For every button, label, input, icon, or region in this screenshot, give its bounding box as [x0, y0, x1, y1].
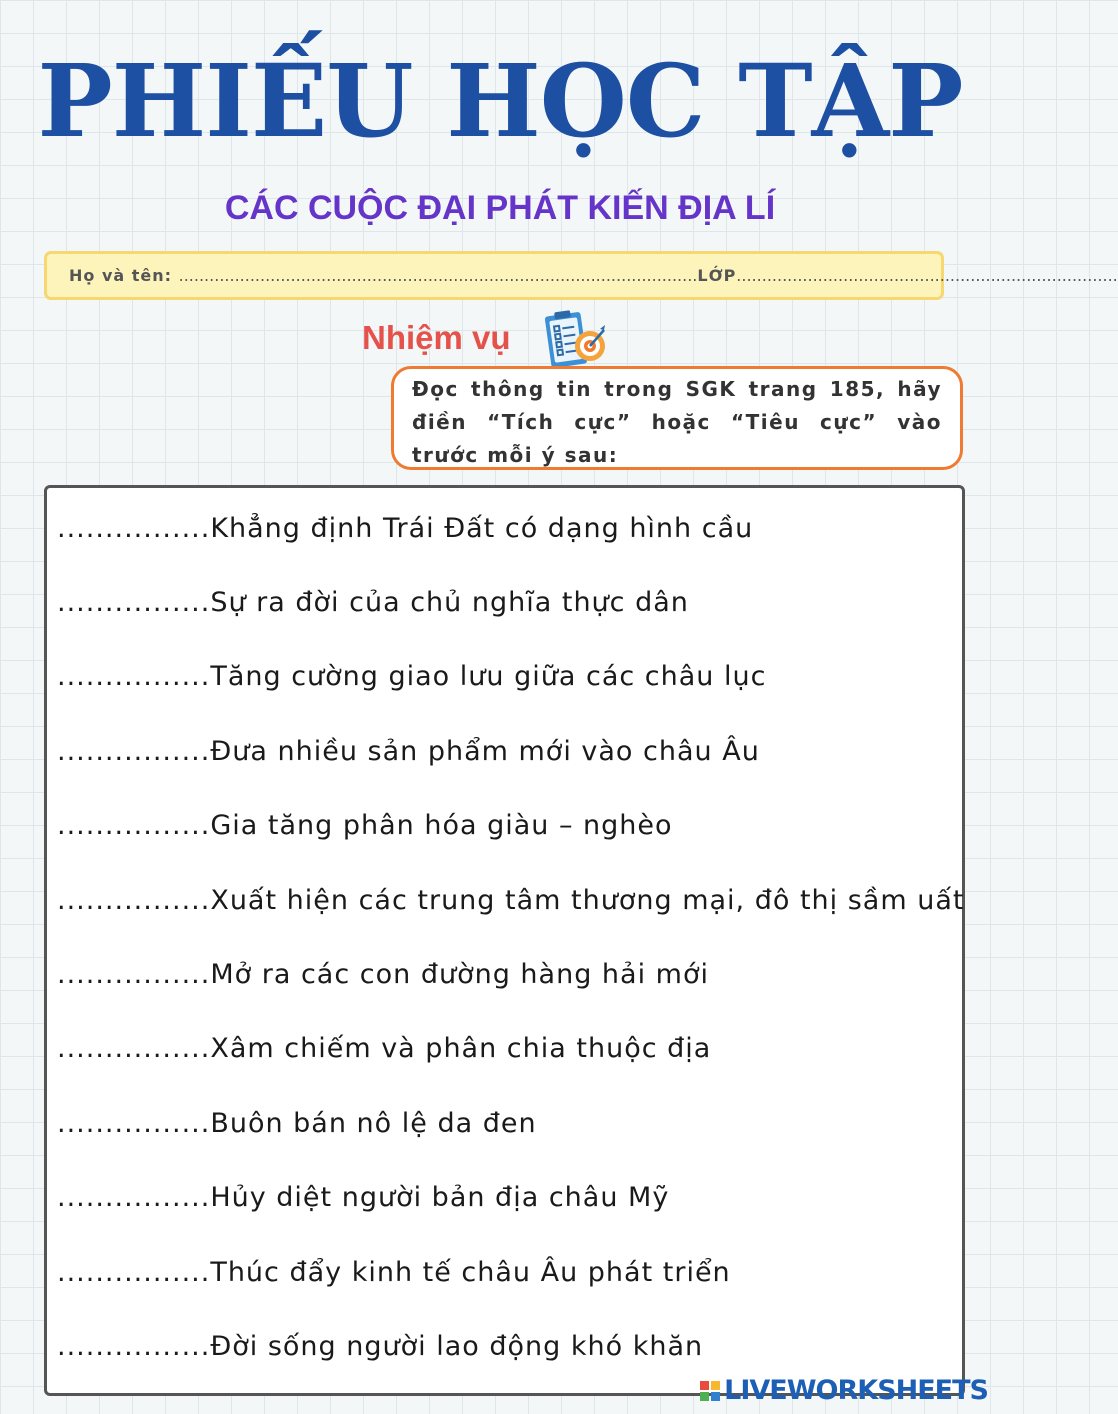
list-item[interactable]: ................Hủy diệt người bản địa châu Mỹ: [57, 1182, 670, 1213]
instruction-box: [391, 366, 963, 470]
list-item[interactable]: ................Buôn bán nô lệ da đen: [57, 1108, 537, 1139]
list-item[interactable]: ................Tăng cường giao lưu giữa các châu lục: [57, 661, 767, 692]
list-item[interactable]: ................Gia tăng phân hóa giàu – nghèo: [57, 810, 673, 841]
student-info-line: [69, 266, 1118, 285]
list-item[interactable]: ................Mở ra các con đường hàng hải mới: [57, 959, 709, 990]
class-label: LỚP: [697, 266, 737, 285]
student-info-box: [44, 251, 1118, 300]
name-label: Họ và tên:: [69, 266, 173, 285]
name-field[interactable]: ......................................................................................................: [178, 266, 698, 285]
instruction-text: Đọc thông tin trong SGK trang 185, hãy điền “Tích cực” hoặc “Tiêu cực” vào trước mỗi ý sau:: [412, 377, 942, 467]
list-item[interactable]: ................Xuất hiện các trung tâm thương mại, đô thị sầm uất: [57, 885, 965, 916]
statement-list: [44, 485, 965, 1396]
worksheet-title: PHIẾU HỌC TẬP: [37, 42, 963, 160]
list-item[interactable]: ................Khẳng định Trái Đất có dạng hình cầu: [57, 513, 754, 544]
class-field[interactable]: ...........................................................................: [736, 266, 1118, 285]
liveworksheets-logo[interactable]: [700, 1375, 988, 1406]
list-item[interactable]: ................Đời sống người lao động khó khăn: [57, 1331, 704, 1362]
worksheet-subtitle: CÁC CUỘC ĐẠI PHÁT KIẾN ĐỊA LÍ: [224, 189, 776, 227]
list-item[interactable]: ................Sự ra đời của chủ nghĩa thực dân: [57, 587, 689, 618]
list-item[interactable]: ................Thúc đẩy kinh tế châu Âu phát triển: [57, 1257, 731, 1288]
clipboard-target-icon: [544, 308, 610, 370]
list-item[interactable]: ................Đưa nhiều sản phẩm mới vào châu Âu: [57, 736, 760, 767]
logo-blocks-icon: [700, 1381, 720, 1401]
task-heading: Nhiệm vụ: [362, 319, 511, 356]
logo-brand-text: LIVEWORKSHEETS: [724, 1375, 988, 1406]
list-item[interactable]: ................Xâm chiếm và phân chia thuộc địa: [57, 1033, 712, 1064]
